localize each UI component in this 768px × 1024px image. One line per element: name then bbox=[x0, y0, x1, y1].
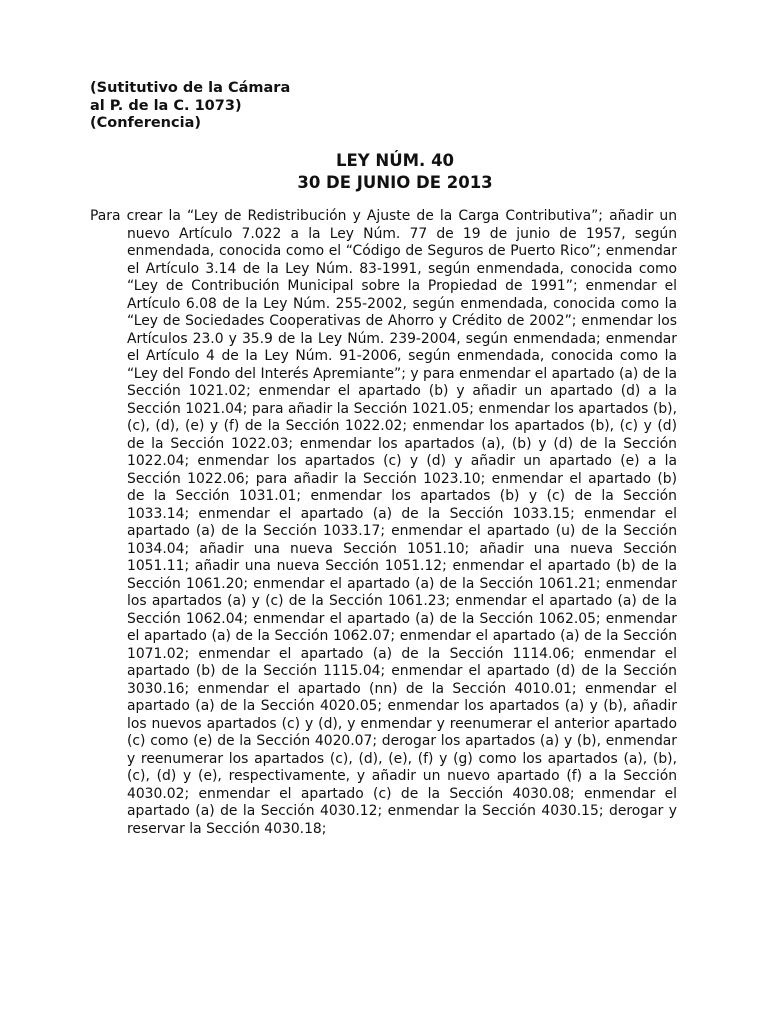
law-summary bbox=[90, 208, 677, 838]
header-line-bill-number: al P. de la C. 1073) bbox=[90, 97, 242, 114]
law-number: LEY NÚM. 40 bbox=[335, 151, 455, 170]
header-line-substitute: (Sutitutivo de la Cámara bbox=[90, 80, 291, 96]
bill-reference-header bbox=[90, 80, 290, 133]
law-summary-paragraph: Para crear la “Ley de Redistribución y Ajuste de la Carga Contributiva”; añadir un nuevo Artículo 7.022 a la Ley Núm. 77 de 19 de junio de 1957, según enmendada, conocida como el “Código de Seguros de Puerto Rico”; enmendar el Artículo 3.14 de la Ley Núm. 83-1991, según enmendada, conocida como “Ley de Contribución Municipal sobre la Propiedad de 1991”; enmendar el Artículo 6.08 de la Ley Núm. 255-2002, según enmendada, conocida como la “Ley de Sociedades Cooperativas de Ahorro y Crédito de 2002”; enmendar los Artículos 23.0 y 35.9 de la Ley Núm. 239-2004, según enmendada; enmendar el Artículo 4 de la Ley Núm. 91-2006, según enmendada, conocida como la “Ley del Fondo del Interés Apremiante”; y para enmendar el apartado (a) de la Sección 1021.02; enmendar el apartado (b) y añadir un apartado (d) a la Sección 1021.04; para añadir la Sección 1021.05; enmendar los apartados (b), (c), (d), (e) y (f) de la Sección 1022.02; enmendar los apartados (b), (c) y (d) de la Sección 1022.03; enmendar los apartados (a), (b) y (d) de la Sección 1022.04; enmendar los apartados (c) y (d) y añadir un apartado (e) a la Sección 1022.06; para añadir la Sección 1023.10; enmendar el apartado (b) de la Sección 1031.01; enmendar los apartados (b) y (c) de la Sección 1033.14; enmendar el apartado (a) de la Sección 1033.15; enmendar el apartado (a) de la Sección 1033.17; enmendar el apartado (u) de la Sección 1034.04; añadir una nueva Sección 1051.10; añadir una nueva Sección 1051.11; añadir una nueva Sección 1051.12; enmendar el apartado (b) de la Sección 1061.20; enmendar el apartado (a) de la Sección 1061.21; enmendar los apartados (a) y (c) de la Sección 1061.23; enmendar el apartado (a) de la Sección 1062.04; enmendar el apartado (a) de la Sección 1062.05; enmendar el apartado (a) de la Sección 1062.07; enmendar el apartado (a) de la Sección 1071.02; enmendar el apartado (a) de la Sección 1114.06; enmendar el apartado (b) de la Sección 1115.04; enmendar el apartado (d) de la Sección 3030.16; enmendar el apartado (nn) de la Sección 4010.01; enmendar el apartado (a) de la Sección 4020.05; enmendar los apartados (a) y (b), añadir los nuevos apartados (c) y (d), y enmendar y reenumerar el anterior apartado (c) como (e) de la Sección 4020.07; derogar los apartados (a) y (b), enmendar y reenumerar los apartados (c), (d), (e), (f) y (g) como los apartados (a), (b), (c), (d) y (e), respectivamente, y añadir un nuevo apartado (f) a la Sección 4030.02; enmendar el apartado (c) de la Sección 4030.08; enmendar el apartado (a) de la Sección 4030.12; enmendar la Sección 4030.15; derogar y reservar la Sección 4030.18; bbox=[90, 208, 677, 837]
header-line-conference: (Conferencia) bbox=[90, 115, 201, 131]
law-date: 30 DE JUNIO DE 2013 bbox=[297, 173, 493, 192]
law-title bbox=[0, 150, 768, 194]
